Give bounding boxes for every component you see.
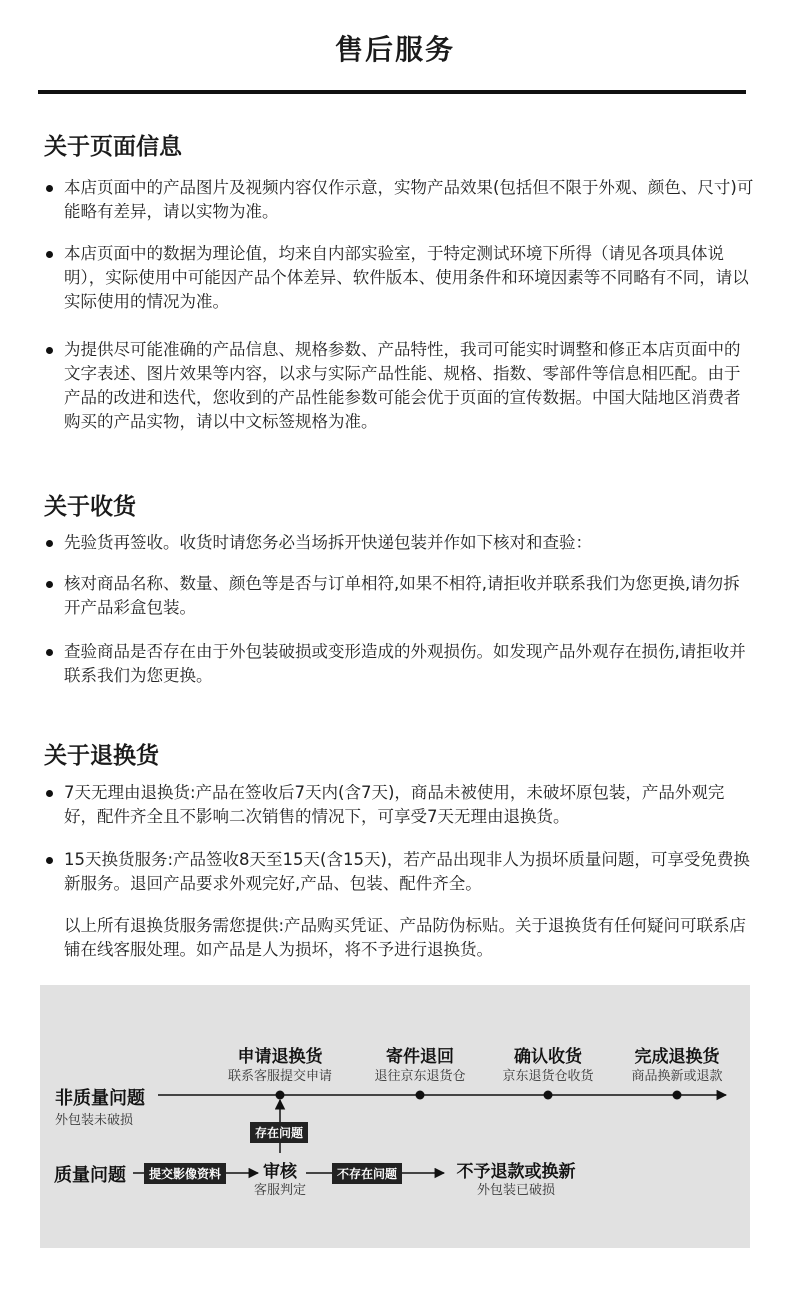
row-title-non-quality: 非质量问题	[55, 1088, 145, 1109]
step-desc: 京东退货仓收货	[502, 1069, 594, 1084]
bullet-item: 查验商品是否存在由于外包装破损或变形造成的外观损伤。如发现产品外观存在损伤,请拒收并联系我们为您更换。	[64, 640, 754, 688]
bullet-item: 7天无理由退换货:产品在签收后7天内(含7天)，商品未被使用，未破坏原包装，产品外观完好，配件齐全且不影响二次销售的情况下，可享受7天无理由退换货。	[64, 781, 754, 829]
section-heading-receiving: 关于收货	[44, 494, 136, 520]
tag-exists: 存在问题	[250, 1122, 308, 1143]
step-dot	[544, 1091, 553, 1100]
title-divider	[38, 90, 746, 94]
step-title: 确认收货	[514, 1047, 582, 1067]
section-heading-returns: 关于退换货	[44, 743, 159, 769]
bullet-item: 核对商品名称、数量、颜色等是否与订单相符,如果不相符,请拒收并联系我们为您更换,请勿拆开产品彩盒包装。	[64, 572, 754, 620]
bullet-item: 先验货再签收。收货时请您务必当场拆开快递包装并作如下核对和查验：	[64, 531, 754, 555]
reject-title: 不予退款或换新	[456, 1162, 576, 1182]
reject-desc: 外包装已破损	[476, 1183, 556, 1198]
returns-flow-diagram	[40, 985, 750, 1248]
review-desc: 客服判定	[253, 1183, 307, 1198]
row-title-quality: 质量问题	[54, 1165, 126, 1186]
step-dot	[673, 1091, 682, 1100]
section-heading-page-info: 关于页面信息	[44, 134, 182, 160]
bullet-item: 本店页面中的产品图片及视频内容仅作示意，实物产品效果(包括但不限于外观、颜色、尺寸)可能略有差异，请以实物为准。	[64, 176, 754, 224]
bullet-item: 15天换货服务:产品签收8天至15天(含15天)，若产品出现非人为损坏质量问题，可享受免费换新服务。退回产品要求外观完好,产品、包装、配件齐全。	[64, 848, 754, 896]
returns-note: 以上所有退换货服务需您提供:产品购买凭证、产品防伪标贴。关于退换货有任何疑问可联系店铺在线客服处理。如产品是人为损坏，将不予进行退换货。	[64, 916, 747, 959]
step-desc: 退往京东退货仓	[374, 1069, 466, 1084]
tag-submit-media: 提交影像资料	[144, 1163, 226, 1184]
review-title: 审核	[263, 1162, 297, 1182]
step-title: 寄件退回	[386, 1047, 454, 1067]
step-title: 完成退换货	[634, 1047, 720, 1067]
row-desc-non-quality: 外包装未破损	[55, 1113, 134, 1128]
tag-not-exists: 不存在问题	[332, 1163, 402, 1184]
step-dot	[276, 1091, 285, 1100]
step-desc: 联系客服提交申请	[227, 1069, 333, 1084]
step-title: 申请退换货	[237, 1047, 323, 1067]
step-dot	[416, 1091, 425, 1100]
bullet-item: 为提供尽可能准确的产品信息、规格参数、产品特性，我司可能实时调整和修正本店页面中的文字表述、图片效果等内容，以求与实际产品性能、规格、指数、零部件等信息相匹配。由于产品的改进和迭代，您收到的产品性能参数可能会优于页面的宣传数据。中国大陆地区消费者购买的产品实物，请以中文标签规格为准。	[64, 338, 754, 434]
page-title: 售后服务	[334, 33, 455, 66]
bullet-item: 本店页面中的数据为理论值，均来自内部实验室，于特定测试环境下所得（请见各项具体说明），实际使用中可能因产品个体差异、软件版本、使用条件和环境因素等不同略有不同，请以实际使用的情况为准。	[64, 242, 754, 314]
step-desc: 商品换新或退款	[631, 1069, 723, 1084]
flow-lines	[40, 985, 750, 1248]
